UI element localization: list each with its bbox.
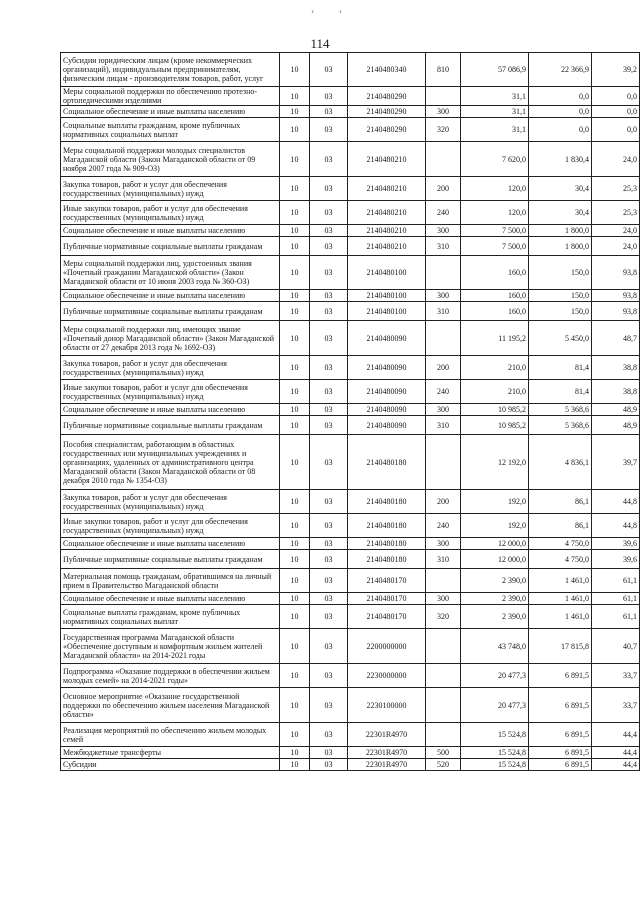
- target-article-code: 2140480290: [348, 106, 426, 118]
- planned-amount: 20 477,3: [461, 664, 529, 688]
- expense-type-code: 300: [426, 593, 461, 605]
- planned-amount: 31,1: [461, 118, 529, 142]
- planned-amount: 210,0: [461, 356, 529, 380]
- section-code: 10: [280, 569, 310, 593]
- table-row: [61, 514, 640, 538]
- actual-amount: 17 815,8: [529, 629, 592, 664]
- planned-amount: 120,0: [461, 177, 529, 201]
- scan-mark: ›: [311, 6, 314, 16]
- section-code: 10: [280, 550, 310, 569]
- section-code: 10: [280, 106, 310, 118]
- subsection-code: 03: [310, 550, 348, 569]
- section-code: 10: [280, 53, 310, 87]
- expense-type-code: 310: [426, 416, 461, 435]
- target-article-code: 2140480180: [348, 550, 426, 569]
- execution-percent: 93,8: [592, 256, 640, 290]
- execution-percent: 39,6: [592, 538, 640, 550]
- subsection-code: 03: [310, 356, 348, 380]
- execution-percent: 44,4: [592, 759, 640, 771]
- target-article-code: 2140480170: [348, 593, 426, 605]
- table-row: [61, 380, 640, 404]
- subsection-code: 03: [310, 759, 348, 771]
- section-code: 10: [280, 593, 310, 605]
- section-code: 10: [280, 416, 310, 435]
- target-article-code: 2140480210: [348, 201, 426, 225]
- execution-percent: 44,4: [592, 747, 640, 759]
- section-code: 10: [280, 177, 310, 201]
- execution-percent: 25,3: [592, 177, 640, 201]
- table-row: [61, 550, 640, 569]
- execution-percent: 24,0: [592, 225, 640, 237]
- expense-type-code: [426, 629, 461, 664]
- expense-type-code: 320: [426, 605, 461, 629]
- execution-percent: 61,1: [592, 605, 640, 629]
- section-code: 10: [280, 256, 310, 290]
- target-article-code: 2230100000: [348, 688, 426, 723]
- actual-amount: 6 891,5: [529, 664, 592, 688]
- row-name: Иные закупки товаров, работ и услуг для обеспечения государственных (муниципальных) нужд: [61, 201, 280, 225]
- target-article-code: 22301R4970: [348, 759, 426, 771]
- subsection-code: 03: [310, 747, 348, 759]
- row-name: Закупка товаров, работ и услуг для обеспечения государственных (муниципальных) нужд: [61, 490, 280, 514]
- planned-amount: 15 524,8: [461, 747, 529, 759]
- scan-mark: ‹: [339, 6, 342, 16]
- actual-amount: 150,0: [529, 302, 592, 321]
- row-name: Межбюджетные трансферты: [61, 747, 280, 759]
- subsection-code: 03: [310, 87, 348, 106]
- row-name: Меры социальной поддержки лиц, имеющих звание «Почетный донор Магаданской области» (Закон Магаданской области от 27 декабря 2013 года № 1692-ОЗ): [61, 321, 280, 356]
- row-name: Основное мероприятие «Оказание государственной поддержки по обеспечению жильем населения Магаданской области»: [61, 688, 280, 723]
- section-code: 10: [280, 142, 310, 177]
- actual-amount: 86,1: [529, 490, 592, 514]
- subsection-code: 03: [310, 688, 348, 723]
- actual-amount: 0,0: [529, 87, 592, 106]
- table-row: [61, 759, 640, 771]
- row-name: Меры социальной поддержки молодых специалистов Магаданской области (Закон Магаданской области от 09 ноября 2007 года № 909-ОЗ): [61, 142, 280, 177]
- execution-percent: 93,8: [592, 290, 640, 302]
- section-code: 10: [280, 538, 310, 550]
- planned-amount: 15 524,8: [461, 723, 529, 747]
- expense-type-code: 200: [426, 356, 461, 380]
- table-row: [61, 356, 640, 380]
- table-row: [61, 87, 640, 106]
- expense-type-code: 310: [426, 550, 461, 569]
- section-code: 10: [280, 629, 310, 664]
- actual-amount: 1 800,0: [529, 237, 592, 256]
- expense-type-code: [426, 87, 461, 106]
- subsection-code: 03: [310, 569, 348, 593]
- row-name: Меры социальной поддержки лиц, удостоенных звания «Почетный гражданин Магаданской области» (Закон Магаданской области от 10 июня 2003 года № 360-ОЗ): [61, 256, 280, 290]
- table-row: [61, 435, 640, 490]
- actual-amount: 150,0: [529, 290, 592, 302]
- actual-amount: 6 891,5: [529, 688, 592, 723]
- planned-amount: 160,0: [461, 256, 529, 290]
- expense-type-code: 300: [426, 106, 461, 118]
- expense-type-code: 810: [426, 53, 461, 87]
- row-name: Меры социальной поддержки по обеспечению протезно-ортопедическими изделиями: [61, 87, 280, 106]
- execution-percent: 39,2: [592, 53, 640, 87]
- expense-type-code: 200: [426, 490, 461, 514]
- target-article-code: 2140480090: [348, 416, 426, 435]
- execution-percent: 48,7: [592, 321, 640, 356]
- actual-amount: 4 836,1: [529, 435, 592, 490]
- row-name: Подпрограмма «Оказание поддержки в обеспечении жильем молодых семей» на 2014-2021 годы»: [61, 664, 280, 688]
- table-row: [61, 723, 640, 747]
- table-row: [61, 688, 640, 723]
- expense-type-code: 500: [426, 747, 461, 759]
- subsection-code: 03: [310, 538, 348, 550]
- row-name: Социальные выплаты гражданам, кроме публичных нормативных социальных выплат: [61, 118, 280, 142]
- row-name: Реализация мероприятий по обеспечению жильем молодых семей: [61, 723, 280, 747]
- actual-amount: 5 368,6: [529, 404, 592, 416]
- row-name: Публичные нормативные социальные выплаты гражданам: [61, 237, 280, 256]
- table-row: [61, 106, 640, 118]
- section-code: 10: [280, 380, 310, 404]
- execution-percent: 33,7: [592, 688, 640, 723]
- section-code: 10: [280, 118, 310, 142]
- target-article-code: 2140480290: [348, 87, 426, 106]
- row-name: Иные закупки товаров, работ и услуг для обеспечения государственных (муниципальных) нужд: [61, 514, 280, 538]
- execution-percent: 38,8: [592, 356, 640, 380]
- section-code: 10: [280, 664, 310, 688]
- execution-percent: 61,1: [592, 569, 640, 593]
- planned-amount: 31,1: [461, 87, 529, 106]
- table-row: [61, 629, 640, 664]
- actual-amount: 1 830,4: [529, 142, 592, 177]
- table-row: [61, 290, 640, 302]
- execution-percent: 44,4: [592, 723, 640, 747]
- target-article-code: 2140480290: [348, 118, 426, 142]
- actual-amount: 1 461,0: [529, 593, 592, 605]
- target-article-code: 2200000000: [348, 629, 426, 664]
- subsection-code: 03: [310, 142, 348, 177]
- section-code: 10: [280, 723, 310, 747]
- execution-percent: 24,0: [592, 237, 640, 256]
- execution-percent: 93,8: [592, 302, 640, 321]
- table-row: [61, 404, 640, 416]
- section-code: 10: [280, 404, 310, 416]
- section-code: 10: [280, 321, 310, 356]
- actual-amount: 81,4: [529, 380, 592, 404]
- section-code: 10: [280, 356, 310, 380]
- target-article-code: 2140480340: [348, 53, 426, 87]
- table-row: [61, 225, 640, 237]
- planned-amount: 7 620,0: [461, 142, 529, 177]
- table-row: [61, 177, 640, 201]
- actual-amount: 1 800,0: [529, 225, 592, 237]
- section-code: 10: [280, 290, 310, 302]
- expense-type-code: [426, 688, 461, 723]
- row-name: Социальное обеспечение и иные выплаты населению: [61, 290, 280, 302]
- execution-percent: 44,8: [592, 490, 640, 514]
- subsection-code: 03: [310, 380, 348, 404]
- target-article-code: 2140480090: [348, 404, 426, 416]
- actual-amount: 6 891,5: [529, 759, 592, 771]
- table-row: [61, 569, 640, 593]
- section-code: 10: [280, 435, 310, 490]
- subsection-code: 03: [310, 490, 348, 514]
- subsection-code: 03: [310, 605, 348, 629]
- planned-amount: 57 086,9: [461, 53, 529, 87]
- table-row: [61, 416, 640, 435]
- target-article-code: 2140480100: [348, 256, 426, 290]
- subsection-code: 03: [310, 416, 348, 435]
- execution-percent: 61,1: [592, 593, 640, 605]
- subsection-code: 03: [310, 106, 348, 118]
- row-name: Государственная программа Магаданской области «Обеспечение доступным и комфортным жильем жителей Магаданской области» на 2014-2021 годы: [61, 629, 280, 664]
- target-article-code: 2140480180: [348, 490, 426, 514]
- subsection-code: 03: [310, 177, 348, 201]
- expense-type-code: 300: [426, 538, 461, 550]
- table-row: [61, 538, 640, 550]
- execution-percent: 0,0: [592, 118, 640, 142]
- table-row: [61, 605, 640, 629]
- expense-type-code: 300: [426, 225, 461, 237]
- planned-amount: 10 985,2: [461, 416, 529, 435]
- table-row: [61, 118, 640, 142]
- section-code: 10: [280, 490, 310, 514]
- table-row: [61, 201, 640, 225]
- execution-percent: 44,8: [592, 514, 640, 538]
- row-name: Субсидии юридическим лицам (кроме некоммерческих организаций), индивидуальным предпринимателям, физическим лицам - производителям товаров, работ, услуг: [61, 53, 280, 87]
- expense-type-code: [426, 664, 461, 688]
- actual-amount: 5 368,6: [529, 416, 592, 435]
- planned-amount: 10 985,2: [461, 404, 529, 416]
- execution-percent: 40,7: [592, 629, 640, 664]
- target-article-code: 2140480090: [348, 380, 426, 404]
- row-name: Публичные нормативные социальные выплаты гражданам: [61, 416, 280, 435]
- budget-table: [60, 52, 640, 771]
- actual-amount: 81,4: [529, 356, 592, 380]
- expense-type-code: 310: [426, 237, 461, 256]
- execution-percent: 0,0: [592, 106, 640, 118]
- row-name: Социальное обеспечение и иные выплаты населению: [61, 593, 280, 605]
- planned-amount: 12 192,0: [461, 435, 529, 490]
- actual-amount: 1 461,0: [529, 605, 592, 629]
- target-article-code: 2140480090: [348, 321, 426, 356]
- planned-amount: 12 000,0: [461, 538, 529, 550]
- target-article-code: 2140480210: [348, 237, 426, 256]
- target-article-code: 2140480090: [348, 356, 426, 380]
- actual-amount: 86,1: [529, 514, 592, 538]
- expense-type-code: 240: [426, 380, 461, 404]
- subsection-code: 03: [310, 118, 348, 142]
- table-row: [61, 490, 640, 514]
- planned-amount: 160,0: [461, 290, 529, 302]
- expense-type-code: [426, 569, 461, 593]
- planned-amount: 120,0: [461, 201, 529, 225]
- expense-type-code: 300: [426, 290, 461, 302]
- target-article-code: 2140480100: [348, 302, 426, 321]
- subsection-code: 03: [310, 201, 348, 225]
- subsection-code: 03: [310, 664, 348, 688]
- subsection-code: 03: [310, 53, 348, 87]
- expense-type-code: [426, 435, 461, 490]
- row-name: Социальные выплаты гражданам, кроме публичных нормативных социальных выплат: [61, 605, 280, 629]
- row-name: Социальное обеспечение и иные выплаты населению: [61, 404, 280, 416]
- subsection-code: 03: [310, 723, 348, 747]
- execution-percent: 48,9: [592, 404, 640, 416]
- section-code: 10: [280, 747, 310, 759]
- actual-amount: 5 450,0: [529, 321, 592, 356]
- row-name: Иные закупки товаров, работ и услуг для обеспечения государственных (муниципальных) нужд: [61, 380, 280, 404]
- planned-amount: 2 390,0: [461, 605, 529, 629]
- planned-amount: 11 195,2: [461, 321, 529, 356]
- subsection-code: 03: [310, 593, 348, 605]
- actual-amount: 1 461,0: [529, 569, 592, 593]
- table-row: [61, 321, 640, 356]
- expense-type-code: 310: [426, 302, 461, 321]
- planned-amount: 31,1: [461, 106, 529, 118]
- actual-amount: 150,0: [529, 256, 592, 290]
- subsection-code: 03: [310, 302, 348, 321]
- subsection-code: 03: [310, 321, 348, 356]
- table-row: [61, 256, 640, 290]
- row-name: Социальное обеспечение и иные выплаты населению: [61, 538, 280, 550]
- actual-amount: 4 750,0: [529, 550, 592, 569]
- expense-type-code: 520: [426, 759, 461, 771]
- subsection-code: 03: [310, 237, 348, 256]
- expense-type-code: [426, 321, 461, 356]
- target-article-code: 2140480180: [348, 514, 426, 538]
- row-name: Субсидии: [61, 759, 280, 771]
- subsection-code: 03: [310, 404, 348, 416]
- section-code: 10: [280, 237, 310, 256]
- target-article-code: 2140480170: [348, 569, 426, 593]
- subsection-code: 03: [310, 256, 348, 290]
- planned-amount: 2 390,0: [461, 593, 529, 605]
- actual-amount: 4 750,0: [529, 538, 592, 550]
- planned-amount: 192,0: [461, 490, 529, 514]
- planned-amount: 7 500,0: [461, 237, 529, 256]
- execution-percent: 24,0: [592, 142, 640, 177]
- target-article-code: 2140480170: [348, 605, 426, 629]
- row-name: Социальное обеспечение и иные выплаты населению: [61, 225, 280, 237]
- expense-type-code: 300: [426, 404, 461, 416]
- execution-percent: 39,7: [592, 435, 640, 490]
- table-row: [61, 593, 640, 605]
- section-code: 10: [280, 201, 310, 225]
- expense-type-code: 240: [426, 514, 461, 538]
- target-article-code: 2140480180: [348, 435, 426, 490]
- row-name: Социальное обеспечение и иные выплаты населению: [61, 106, 280, 118]
- planned-amount: 192,0: [461, 514, 529, 538]
- subsection-code: 03: [310, 290, 348, 302]
- table-row: [61, 302, 640, 321]
- target-article-code: 2140480100: [348, 290, 426, 302]
- section-code: 10: [280, 688, 310, 723]
- table-row: [61, 53, 640, 87]
- section-code: 10: [280, 87, 310, 106]
- subsection-code: 03: [310, 629, 348, 664]
- execution-percent: 33,7: [592, 664, 640, 688]
- target-article-code: 2140480210: [348, 142, 426, 177]
- execution-percent: 39,6: [592, 550, 640, 569]
- execution-percent: 48,9: [592, 416, 640, 435]
- section-code: 10: [280, 302, 310, 321]
- planned-amount: 7 500,0: [461, 225, 529, 237]
- execution-percent: 0,0: [592, 87, 640, 106]
- expense-type-code: 240: [426, 201, 461, 225]
- expense-type-code: [426, 723, 461, 747]
- table-row: [61, 664, 640, 688]
- actual-amount: 0,0: [529, 118, 592, 142]
- section-code: 10: [280, 759, 310, 771]
- execution-percent: 25,3: [592, 201, 640, 225]
- row-name: Публичные нормативные социальные выплаты гражданам: [61, 550, 280, 569]
- row-name: Публичные нормативные социальные выплаты гражданам: [61, 302, 280, 321]
- row-name: Закупка товаров, работ и услуг для обеспечения государственных (муниципальных) нужд: [61, 356, 280, 380]
- expense-type-code: 200: [426, 177, 461, 201]
- execution-percent: 38,8: [592, 380, 640, 404]
- expense-type-code: [426, 142, 461, 177]
- planned-amount: 43 748,0: [461, 629, 529, 664]
- planned-amount: 12 000,0: [461, 550, 529, 569]
- table-row: [61, 237, 640, 256]
- actual-amount: 6 891,5: [529, 747, 592, 759]
- row-name: Закупка товаров, работ и услуг для обеспечения государственных (муниципальных) нужд: [61, 177, 280, 201]
- subsection-code: 03: [310, 435, 348, 490]
- row-name: Материальная помощь гражданам, обратившимся на личный прием в Правительство Магаданской области: [61, 569, 280, 593]
- target-article-code: 2140480180: [348, 538, 426, 550]
- expense-type-code: [426, 256, 461, 290]
- table-row: [61, 142, 640, 177]
- actual-amount: 30,4: [529, 177, 592, 201]
- target-article-code: 2230000000: [348, 664, 426, 688]
- subsection-code: 03: [310, 514, 348, 538]
- planned-amount: 15 524,8: [461, 759, 529, 771]
- section-code: 10: [280, 514, 310, 538]
- planned-amount: 20 477,3: [461, 688, 529, 723]
- planned-amount: 160,0: [461, 302, 529, 321]
- page-number: 114: [310, 36, 330, 51]
- row-name: Пособия специалистам, работающим в областных государственных или муниципальных учреждениях и организациях, удаленных от административного центра Магаданской области (Закон Магаданской области от 08 декабря 2010 года № 1354-ОЗ): [61, 435, 280, 490]
- actual-amount: 0,0: [529, 106, 592, 118]
- planned-amount: 2 390,0: [461, 569, 529, 593]
- target-article-code: 2140480210: [348, 225, 426, 237]
- expense-type-code: 320: [426, 118, 461, 142]
- planned-amount: 210,0: [461, 380, 529, 404]
- subsection-code: 03: [310, 225, 348, 237]
- target-article-code: 2140480210: [348, 177, 426, 201]
- actual-amount: 22 366,9: [529, 53, 592, 87]
- section-code: 10: [280, 605, 310, 629]
- actual-amount: 30,4: [529, 201, 592, 225]
- section-code: 10: [280, 225, 310, 237]
- target-article-code: 22301R4970: [348, 747, 426, 759]
- table-row: [61, 747, 640, 759]
- target-article-code: 22301R4970: [348, 723, 426, 747]
- actual-amount: 6 891,5: [529, 723, 592, 747]
